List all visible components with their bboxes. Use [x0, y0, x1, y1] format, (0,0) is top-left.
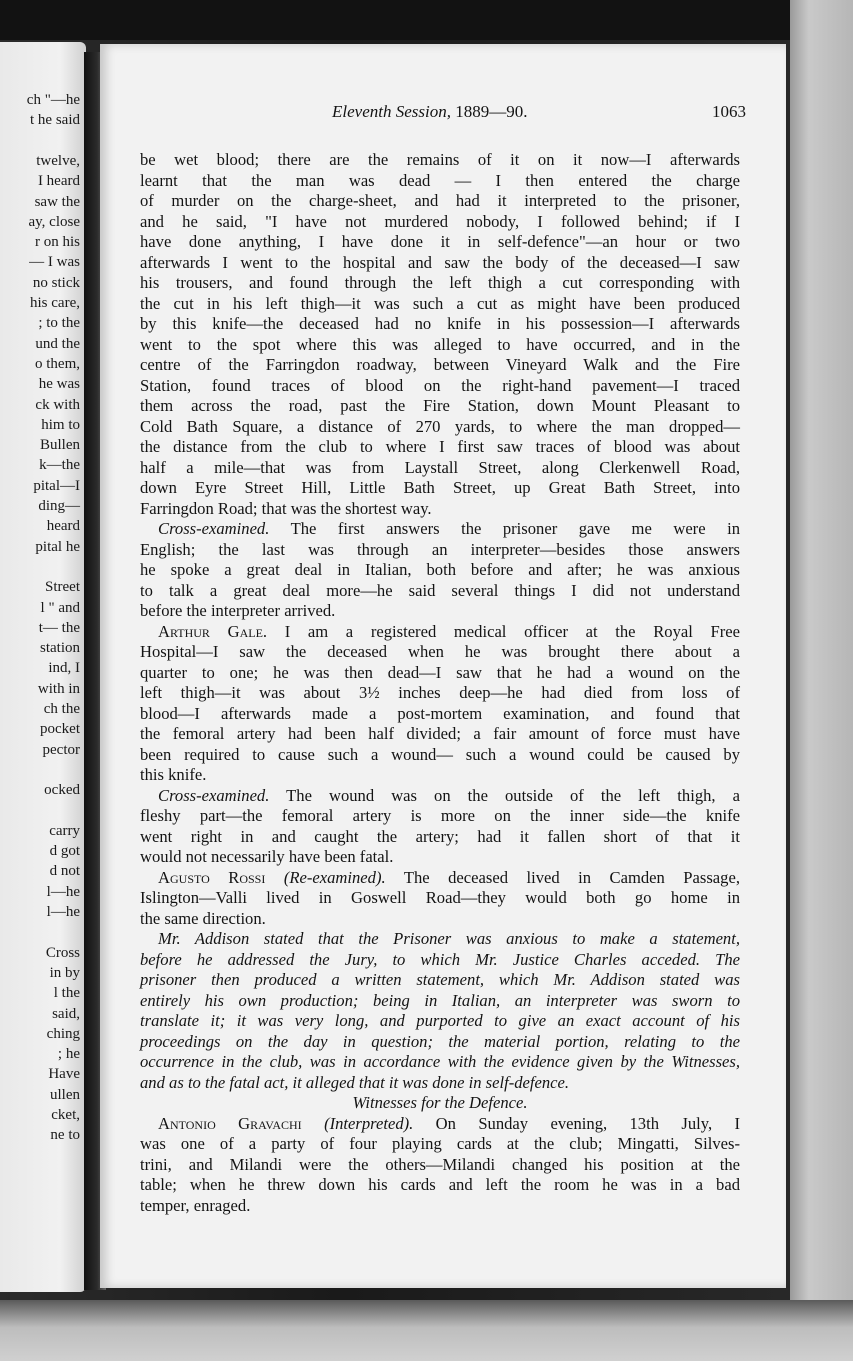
facing-page-text-line: station [40, 640, 80, 657]
text-line [140, 478, 740, 498]
facing-page-text-line: I heard [37, 173, 80, 190]
text-line [140, 355, 740, 375]
text-span: left thigh—it was about 3½ inches deep—he had died from loss of [140, 683, 740, 702]
text-line [140, 417, 740, 437]
text-span: trini, and Milandi were the others—Milandi changed his position at the [140, 1154, 740, 1174]
facing-page-text-line: pital—I [33, 477, 80, 494]
scan-bottom-border [0, 1300, 853, 1361]
text-span: Islington—Valli lived in Goswell Road—they would both go home in [140, 888, 740, 907]
text-line [140, 1196, 740, 1216]
text-span: centre of the Farringdon roadway, between Vineyard Walk and the Fire [140, 355, 740, 374]
text-span: Hospital—I saw the deceased when he was brought there about a [140, 642, 740, 661]
speaker-label: Cross-examined. [158, 785, 270, 805]
text-line [140, 909, 740, 929]
facing-page-text-line: k—the [39, 457, 80, 474]
text-span: have done anything, I have done it in self-defence"—an hour or two [140, 232, 740, 251]
text-line [140, 1155, 740, 1175]
statement-line [140, 1073, 740, 1093]
statement-line [140, 1011, 740, 1031]
text-span: English; the last was through an interpreter—besides those answers [140, 539, 740, 559]
text-line [140, 601, 740, 621]
speaker-label: Agusto Rossi [158, 867, 266, 887]
text-line [140, 765, 740, 785]
text-span: the distance from the club to where I first saw traces of blood was about [140, 437, 740, 456]
facing-page-text-line: Bullen [40, 437, 80, 454]
text-line [140, 150, 740, 170]
text-span: went to the spot where this was alleged to have occurred, and in the [140, 334, 740, 354]
text-span: The wound was on the outside of the left thigh, a [286, 785, 740, 805]
facing-page-text-line: ay, close [28, 213, 80, 230]
facing-page-text-line: ching [46, 1025, 80, 1042]
running-header [100, 102, 786, 126]
text-span: he spoke a great deal in Italian, both before and after; he was anxious [140, 560, 740, 579]
text-line [140, 704, 740, 724]
speaker-label: Arthur Gale. [158, 621, 268, 641]
text-span: Mr. Addison stated that the Prisoner was anxious to make a statement, [158, 929, 740, 948]
text-span: been required to cause such a wound— such a wound could be caused by [140, 744, 740, 764]
facing-page-text-line: ocked [44, 782, 80, 799]
facing-page-text-line: o them, [35, 355, 80, 372]
text-line [140, 396, 740, 416]
facing-page-text-line: his care, [30, 295, 80, 311]
text-line [140, 171, 740, 191]
facing-page-text-line: ch "—he [26, 92, 80, 108]
facing-page-text-line: saw the [34, 193, 80, 210]
facing-page-text-line: l—he [46, 883, 80, 900]
statement-line [140, 950, 740, 970]
facing-page-text-line: no stick [32, 274, 80, 291]
text-span: went right in and caught the artery; had it fallen short of that it [140, 826, 740, 846]
text-span: afterwards I went to the hospital and saw the body of the deceased—I saw [140, 252, 740, 272]
defence-heading: Witnesses for the Defence. [352, 1093, 528, 1112]
text-span: down Eyre Street Hill, Little Bath Street, up Great Bath Street, into [140, 478, 740, 497]
text-span: Station, found traces of blood on the right-hand pavement—I traced [140, 375, 740, 395]
facing-page-text-line: ding— [38, 498, 80, 514]
facing-page-text-line: pector [42, 741, 80, 758]
text-line [140, 847, 740, 867]
text-line [140, 1134, 740, 1154]
text-line [140, 724, 740, 744]
text-span: would not necessarily have been fatal. [140, 847, 394, 866]
book-page [100, 44, 786, 1288]
statement-line [158, 929, 740, 949]
text-line [140, 806, 740, 826]
text-span: entirely his own production; being in Italian, an interpreter was sworn to [140, 990, 740, 1010]
text-line [140, 683, 740, 703]
facing-page-text-line: in by [49, 964, 80, 981]
text-line [140, 827, 740, 847]
statement-line [140, 1032, 740, 1052]
text-span: On Sunday evening, 13th July, I [435, 1113, 740, 1133]
statement-line [140, 991, 740, 1011]
text-span: Cold Bath Square, a distance of 270 yards, to where the man dropped— [140, 416, 740, 436]
text-span: this knife. [140, 765, 207, 784]
facing-page-text-line: with in [37, 680, 80, 697]
text-span: his trousers, and found through the left thigh a cut corresponding with [140, 273, 740, 292]
facing-page-text-line: ; to the [38, 315, 80, 332]
facing-page-text-line: ullen [50, 1086, 80, 1103]
statement-line [140, 970, 740, 990]
text-line [140, 745, 740, 765]
facing-page-text-line: cket, [51, 1107, 80, 1123]
facing-page-text-line: said, [52, 1005, 80, 1022]
facing-page-text-line: l the [53, 985, 80, 1002]
text-line [140, 560, 740, 580]
facing-page-text-line: d got [49, 843, 80, 860]
text-span: by this knife—the deceased had no knife in his possession—I afterwards [140, 314, 740, 333]
facing-page-text-line: ck with [35, 396, 80, 413]
text-span: the same direction. [140, 908, 266, 928]
facing-page-text-line: l—he [46, 904, 80, 920]
text-span: The deceased lived in Camden Passage, [403, 867, 740, 887]
text-line [140, 212, 740, 232]
text-span: was one of a party of four playing cards at the club; Mingatti, Silves- [140, 1134, 740, 1153]
text-line [140, 335, 740, 355]
speaker-label: Antonio Gravachi [158, 1113, 302, 1133]
facing-page-text-line: Street [45, 579, 80, 596]
text-line [140, 1175, 740, 1195]
text-span: learnt that the man was dead — I then entered the charge [140, 170, 740, 190]
paragraph-first-line [158, 519, 740, 539]
text-line [140, 273, 740, 293]
text-span: Farringdon Road; that was the shortest way. [140, 498, 432, 518]
facing-page-text-line: ind, I [48, 660, 80, 677]
text-span: fleshy part—the femoral artery is more on the inner side—the knife [140, 806, 740, 825]
text-line [140, 663, 740, 683]
paragraph-first-line [158, 868, 740, 888]
speaker-note: (Interpreted). [324, 1113, 414, 1133]
text-line [140, 540, 740, 560]
text-line [140, 437, 740, 457]
text-span: before the interpreter arrived. [140, 601, 336, 620]
facing-page-text-line: carry [49, 822, 80, 839]
paragraph-first-line [158, 786, 740, 806]
facing-page-text-line: pocket [40, 721, 80, 738]
text-span: and he said, "I have not murdered nobody, I followed behind; if I [140, 211, 740, 231]
text-span: and as to the fatal act, it alleged that it was done in self-defence. [140, 1072, 570, 1092]
text-line [140, 581, 740, 601]
running-head-title: Eleventh Session, 1889—90. [332, 102, 528, 121]
text-span: before he addressed the Jury, to which Mr. Justice Charles acceded. The [140, 949, 740, 969]
speaker-note: (Re-examined). [283, 867, 386, 887]
paragraph-first-line [158, 1114, 740, 1134]
text-span: them across the road, past the Fire Station, down Mount Pleasant to [140, 396, 740, 415]
statement-line [140, 1052, 740, 1072]
text-span: temper, enraged. [140, 1195, 251, 1215]
text-line [140, 253, 740, 273]
speaker-label: Cross-examined. [158, 519, 270, 538]
text-line [140, 191, 740, 211]
text-span: translate it; it was very long, and purported to give an exact account of his [140, 1011, 740, 1030]
text-span: to talk a great deal more—he said several things I did not understand [140, 580, 740, 600]
scan-right-border [790, 0, 853, 1361]
text-span: prisoner then produced a written statement, which Mr. Addison stated was [140, 970, 740, 989]
text-span: occurrence in the club, was in accordance with the evidence given by the Witnesses, [140, 1052, 740, 1071]
text-span: blood—I afterwards made a post-mortem examination, and found that [140, 703, 740, 723]
facing-page-text-line: him to [41, 416, 80, 433]
text-span: I am a registered medical officer at the Royal Free [284, 621, 740, 641]
text-line [140, 458, 740, 478]
text-span: of murder on the charge-sheet, and had it interpreted to the prisoner, [140, 191, 740, 210]
text-line [140, 888, 740, 908]
facing-page-text-line: d not [49, 863, 80, 880]
text-span: table; when he threw down his cards and left the room he was in a bad [140, 1175, 740, 1194]
paragraph-first-line [158, 622, 740, 642]
text-span: the cut in his left thigh—it was such a cut as might have been produced [140, 293, 740, 313]
facing-page-text-line: ; he [57, 1046, 80, 1063]
text-line [140, 376, 740, 396]
facing-page-text-line: ch the [43, 701, 80, 717]
facing-page-text-line: r on his [35, 234, 80, 251]
text-span: half a mile—that was from Laystall Street, along Clerkenwell Road, [140, 457, 740, 477]
text-span: quarter to one; he was then dead—I saw that he had a wound on the [140, 662, 740, 682]
text-line [140, 232, 740, 252]
text-span: The first answers the prisoner gave me were in [290, 519, 740, 538]
facing-page-text-line: t he said [30, 112, 80, 129]
page-number: 1063 [712, 102, 746, 121]
text-span: proceedings on the day in question; the material portion, relating to the [140, 1031, 740, 1051]
text-line [140, 294, 740, 314]
facing-page-text-line: twelve, [36, 152, 80, 169]
facing-page-text-line: Have [48, 1066, 80, 1083]
facing-page-text-line: l " and [40, 599, 80, 616]
text-line [140, 314, 740, 334]
facing-page-text-line: t— the [38, 619, 80, 636]
text-line [140, 642, 740, 662]
facing-page-text-line: pital he [35, 538, 80, 555]
text-line [140, 499, 740, 519]
facing-page-text-line: — I was [29, 254, 80, 271]
text-span: the femoral artery had been half divided; a fair amount of force must have [140, 724, 740, 743]
facing-page-text-line: he was [38, 376, 80, 393]
text-span: be wet blood; there are the remains of it on it now—I afterwards [140, 150, 740, 169]
scan-top-border [0, 0, 853, 40]
facing-page-text-line: ne to [50, 1127, 80, 1144]
facing-page-text-line: und the [35, 335, 80, 352]
facing-page-text-line: Cross [45, 944, 80, 961]
facing-page-text-line: heard [46, 518, 80, 535]
facing-page-fragment [0, 42, 86, 1292]
